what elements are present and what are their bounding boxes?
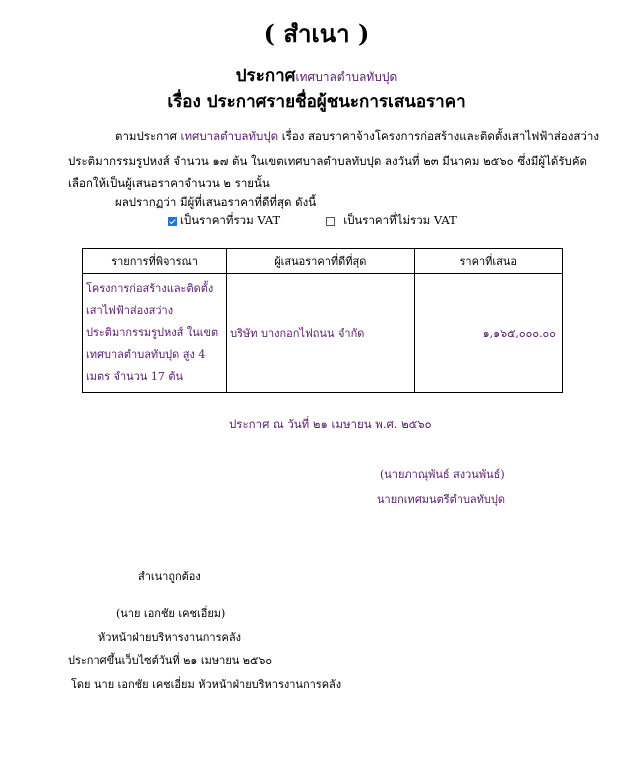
cell-price: ๑,๑๖๕,๐๐๐.๐๐	[414, 274, 562, 393]
signer-title: นายกเทศมนตรีตำบลทับปุด	[377, 493, 506, 506]
body-line-1-org: เทศบาลตำบลทับปุด	[180, 129, 279, 143]
certified-copy: สำเนาถูกต้อง	[138, 570, 201, 583]
copy-title: ( สำเนา )	[263, 19, 370, 48]
body-line-3: เลือกให้เป็นผู้เสนอราคาจำนวน ๒ รายนั้น	[68, 176, 270, 190]
vat-excluded-checkbox[interactable]	[326, 217, 335, 226]
header-item: รายการที่พิจารณา	[83, 249, 227, 274]
body-line-1-rest: เรื่อง สอบราคาจ้างโครงการก่อสร้างและติดตั้งเสาไฟฟ้าส่องสว่าง	[278, 129, 599, 143]
announcement-heading: ประกาศ	[235, 66, 296, 86]
posted-by: โดย นาย เอกชัย เคชเอี่ยม หัวหน้าฝ่ายบริหารงานการคลัง	[71, 678, 342, 691]
vat-included-label: เป็นราคาที่รวม VAT	[180, 213, 281, 227]
table-header-row	[83, 249, 563, 274]
announcement-org: เทศบาลตำบลทับปุด	[295, 70, 398, 84]
body-line-1	[115, 128, 599, 146]
header-bidder: ผู้เสนอราคาที่ดีที่สุด	[227, 249, 414, 274]
table-row	[83, 274, 563, 393]
announce-date: ประกาศ ณ วันที่ ๒๑ เมษายน พ.ศ. ๒๕๖๐	[229, 417, 432, 431]
body-line-1-prefix: ตามประกาศ	[115, 129, 181, 143]
vat-options	[168, 212, 457, 230]
vat-excluded-label: เป็นราคาที่ไม่รวม VAT	[343, 213, 457, 227]
signer-name: (นายภาณุพันธ์ สงวนพันธ์)	[380, 468, 505, 481]
item-description: โครงการก่อสร้างและติดตั้งเสาไฟฟ้าส่องสว่างประติมากรรมรูปหงส์ ในเขตเทศบาลตำบลทับปุด สูง 4 เมตร จำนวน 17 ต้น	[86, 282, 219, 383]
cell-item	[83, 274, 227, 393]
posted-date: ประกาศขึ้นเว็บไซต์วันที่ ๒๑ เมษายน ๒๕๖๐	[68, 654, 273, 667]
body-line-2: ประติมากรรมรูปหงส์ จำนวน ๑๗ ต้น ในเขตเทศบาลตำบลทับปุด ลงวันที่ ๒๓ มีนาคม ๒๕๖๐ ซึ่งมีผู้ได้รับคัด	[68, 154, 587, 168]
announcement-heading-line	[0, 62, 633, 89]
vat-included-checkbox[interactable]	[168, 217, 177, 226]
subject-title: เรื่อง ประกาศรายชื่อผู้ชนะการเสนอราคา	[167, 92, 466, 112]
certifier-name: (นาย เอกชัย เคชเอี่ยม)	[116, 607, 226, 620]
body-line-4: ผลปรากฏว่า มีผู้ที่เสนอราคาที่ดีที่สุด ดังนี้	[115, 195, 317, 209]
certifier-title: หัวหน้าฝ่ายบริหารงานการคลัง	[98, 631, 241, 644]
header-price: ราคาที่เสนอ	[414, 249, 562, 274]
result-table	[82, 248, 563, 393]
cell-bidder: บริษัท บางกอกไฟถนน จำกัด	[227, 274, 414, 393]
